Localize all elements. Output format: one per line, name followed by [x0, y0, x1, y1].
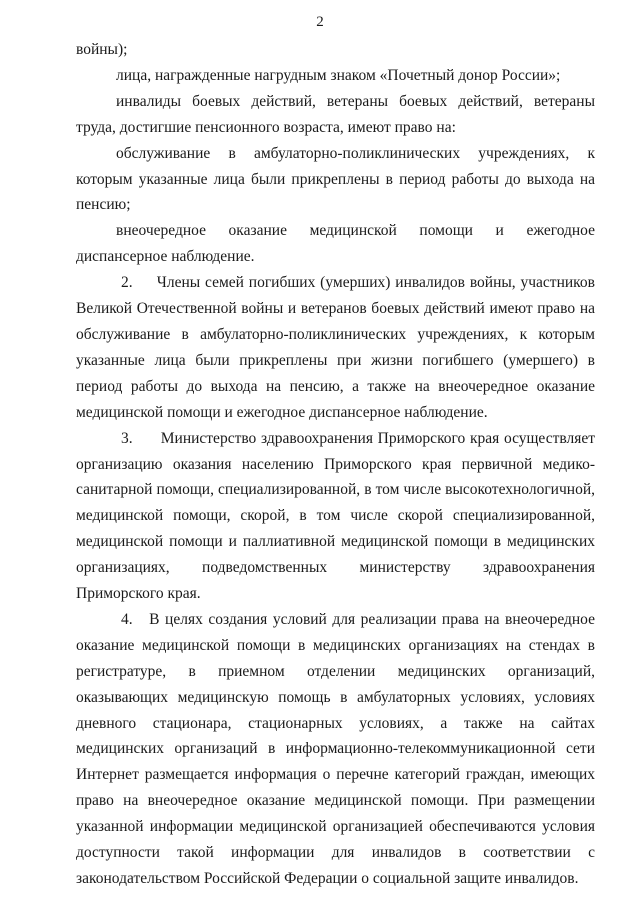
paragraph-item-3: 3. Министерство здравоохранения Приморского края осуществляет организацию оказания населению Приморского края первичной медико-санитарной помощи, специализированной, в том числе высокотехнологичной, медицинской помощи, скорой, в том числе скорой специализированной, медицинской помощи и паллиативной медицинской помощи в медицинских организациях, подведомственных министерству здравоохранения Приморского края.: [76, 429, 595, 603]
page-number: 2: [316, 14, 324, 30]
paragraph-veterans: инвалиды боевых действий, ветераны боевых действий, ветераны труда, достигшие пенсионного возраста, имеют право на:: [76, 92, 595, 136]
paragraph-continuation: войны);: [76, 41, 128, 58]
paragraph-donor: лица, награжденные нагрудным знаком «Почетный донор России»;: [116, 66, 561, 84]
paragraph-outpatient-service: обслуживание в амбулаторно-поликлинических учреждениях, к которым указанные лица были прикреплены в период работы до выхода на пенсию;: [76, 144, 595, 214]
paragraph-item-2: 2. Члены семей погибших (умерших) инвалидов войны, участников Великой Отечественной войны и ветеранов боевых действий имеют право на обслуживание в амбулаторно-поликлинических учреждениях, к которым указанные лица были прикреплены при жизни погибшего (умершего) в период работы до выхода на пенсию, а также на внеочередное оказание медицинской помощи и ежегодное диспансерное наблюдение.: [76, 274, 595, 421]
document-body: [76, 37, 595, 892]
paragraph-item-4: 4. В целях создания условий для реализации права на внеочередное оказание медицинской помощи в медицинских организациях на стендах в регистратуре, в приемном отделении медицинских организаций, оказывающих медицинскую помощь в амбулаторных условиях, условиях дневного стационара, стационарных условиях, а также на сайтах медицинских организаций в информационно-телекоммуникационной сети Интернет размещается информация о перечне категорий граждан, имеющих право на внеочередное оказание медицинской помощи. При размещении указанной информации медицинской организацией обеспечиваются условия доступности такой информации для инвалидов в соответствии с законодательством Российской Федерации о социальной защите инвалидов.: [76, 610, 595, 887]
paragraph-priority-care: внеочередное оказание медицинской помощи и ежегодное диспансерное наблюдение.: [76, 222, 595, 266]
